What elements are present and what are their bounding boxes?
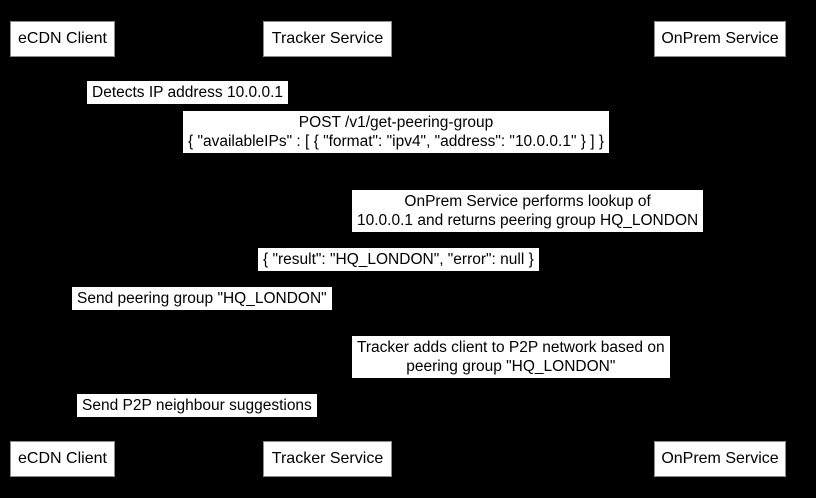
- message-post-get-peering-group: [183, 111, 609, 153]
- message-line: 10.0.0.1 and returns peering group HQ_LONDON: [357, 212, 699, 229]
- actor-label: Tracker Service: [271, 450, 384, 467]
- message-send-peering-group: [72, 287, 332, 310]
- message-send-p2p-neighbour-suggestions: [77, 394, 317, 417]
- message-line: POST /v1/get-peering-group: [298, 114, 494, 131]
- message-line: Send peering group "HQ_LONDON": [77, 290, 327, 307]
- actor-label: eCDN Client: [18, 450, 107, 467]
- actor-tracker-service-bottom: [263, 441, 392, 477]
- message-line: Detects IP address 10.0.0.1: [92, 84, 283, 101]
- actor-tracker-service-top: [263, 21, 392, 57]
- actor-onprem-service-top: [654, 21, 786, 57]
- message-detects-ip-address: [87, 81, 288, 104]
- actor-ecdn-client-bottom: [10, 441, 115, 477]
- note-tracker-adds-client: [352, 336, 670, 378]
- actor-label: Tracker Service: [271, 30, 384, 47]
- message-line: { "result": "HQ_LONDON", "error": null }: [263, 251, 534, 268]
- message-line: Tracker adds client to P2P network based on: [357, 339, 665, 356]
- message-line: Send P2P neighbour suggestions: [82, 397, 312, 414]
- message-result-response: [258, 248, 539, 271]
- message-line: peering group "HQ_LONDON": [406, 358, 616, 375]
- note-onprem-lookup: [352, 190, 703, 232]
- message-line: { "availableIPs" : [ { "format": "ipv4", "address": "10.0.0.1" } ] }: [188, 133, 605, 150]
- actor-label: OnPrem Service: [661, 450, 779, 467]
- actor-label: OnPrem Service: [661, 30, 779, 47]
- actor-ecdn-client-top: [10, 21, 115, 57]
- actor-label: eCDN Client: [18, 30, 107, 47]
- message-line: OnPrem Service performs lookup of: [404, 193, 651, 210]
- actor-onprem-service-bottom: [654, 441, 786, 477]
